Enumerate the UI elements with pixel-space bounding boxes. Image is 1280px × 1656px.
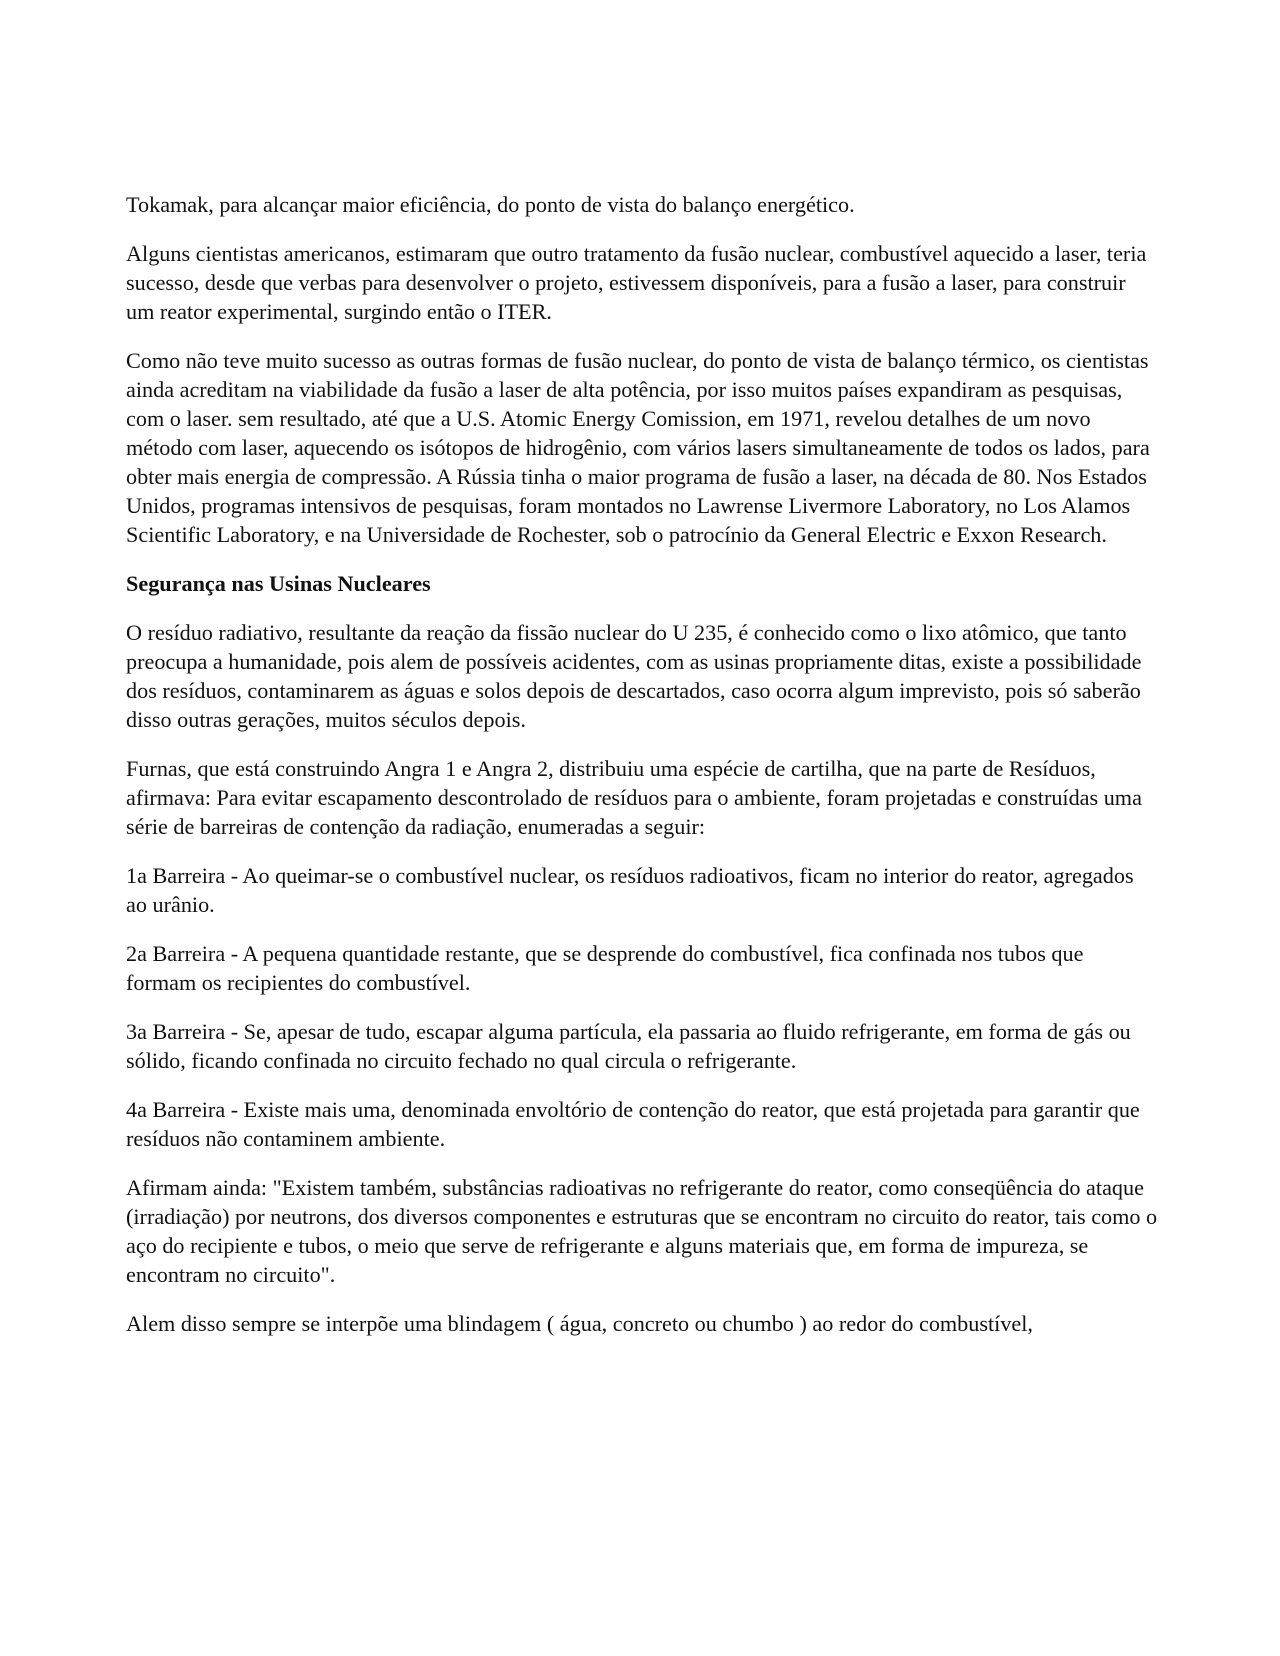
paragraph-barrier-3: 3a Barreira - Se, apesar de tudo, escapar alguma partícula, ela passaria ao fluido refrigerante, em forma de gás ou sólido, ficando confinada no circuito fechado no qual circula o refrigerante. xyxy=(126,1019,1131,1073)
paragraph-radioactive-waste: O resíduo radiativo, resultante da reação da fissão nuclear do U 235, é conhecido como o lixo atômico, que tanto preocupa a humanidade, pois alem de possíveis acidentes, com as usinas propriamente ditas, existe a possibilidade dos resíduos, contaminarem as águas e solos depois de descartados, caso ocorra algum imprevisto, pois só saberão disso outras gerações, muitos séculos depois. xyxy=(126,620,1142,732)
paragraph-shielding: Alem disso sempre se interpõe uma blindagem ( água, concreto ou chumbo ) ao redor do combustível, xyxy=(126,1311,1033,1336)
paragraph-laser-research: Como não teve muito sucesso as outras formas de fusão nuclear, do ponto de vista de balanço térmico, os cientistas ainda acreditam na viabilidade da fusão a laser de alta potência, por isso muitos países expandiram as pesquisas, com o laser. sem resultado, até que a U.S. Atomic Energy Comission, em 1971, revelou detalhes de um novo método com laser, aquecendo os isótopos de hidrogênio, com vários lasers simultaneamente de todos os lados, para obter mais energia de compressão. A Rússia tinha o maior programa de fusão a laser, na década de 80. Nos Estados Unidos, programas intensivos de pesquisas, foram montados no Lawrense Livermore Laboratory, no Los Alamos Scientific Laboratory, e na Universidade de Rochester, sob o patrocínio da General Electric e Exxon Research. xyxy=(126,348,1150,547)
paragraph-quote: Afirmam ainda: "Existem também, substâncias radioativas no refrigerante do reator, como conseqüência do ataque (irradiação) por neutrons, dos diversos componentes e estruturas que se encontram no circuito do reator, tais como o aço do recipiente e tubos, o meio que serve de refrigerante e alguns materiais que, em forma de impureza, se encontram no circuito". xyxy=(126,1175,1158,1287)
paragraph-barrier-4: 4a Barreira - Existe mais uma, denominada envoltório de contenção do reator, que está projetada para garantir que resíduos não contaminem ambiente. xyxy=(126,1097,1140,1151)
paragraph-barrier-1: 1a Barreira - Ao queimar-se o combustível nuclear, os resíduos radioativos, ficam no interior do reator, agregados ao urânio. xyxy=(126,863,1134,917)
paragraph-barrier-2: 2a Barreira - A pequena quantidade restante, que se desprende do combustível, fica confinada nos tubos que formam os recipientes do combustível. xyxy=(126,941,1084,995)
paragraph-tokamak: Tokamak, para alcançar maior eficiência, do ponto de vista do balanço energético. xyxy=(126,192,855,217)
paragraph-laser-fusion: Alguns cientistas americanos, estimaram que outro tratamento da fusão nuclear, combustível aquecido a laser, teria sucesso, desde que verbas para desenvolver o projeto, estivessem disponíveis, para a fusão a laser, para construir um reator experimental, surgindo então o ITER. xyxy=(126,241,1147,324)
section-heading: Segurança nas Usinas Nucleares xyxy=(126,571,431,596)
document-page xyxy=(126,190,1158,1358)
paragraph-furnas: Furnas, que está construindo Angra 1 e Angra 2, distribuiu uma espécie de cartilha, que na parte de Resíduos, afirmava: Para evitar escapamento descontrolado de resíduos para o ambiente, foram projetadas e construídas uma série de barreiras de contenção da radiação, enumeradas a seguir: xyxy=(126,756,1142,839)
